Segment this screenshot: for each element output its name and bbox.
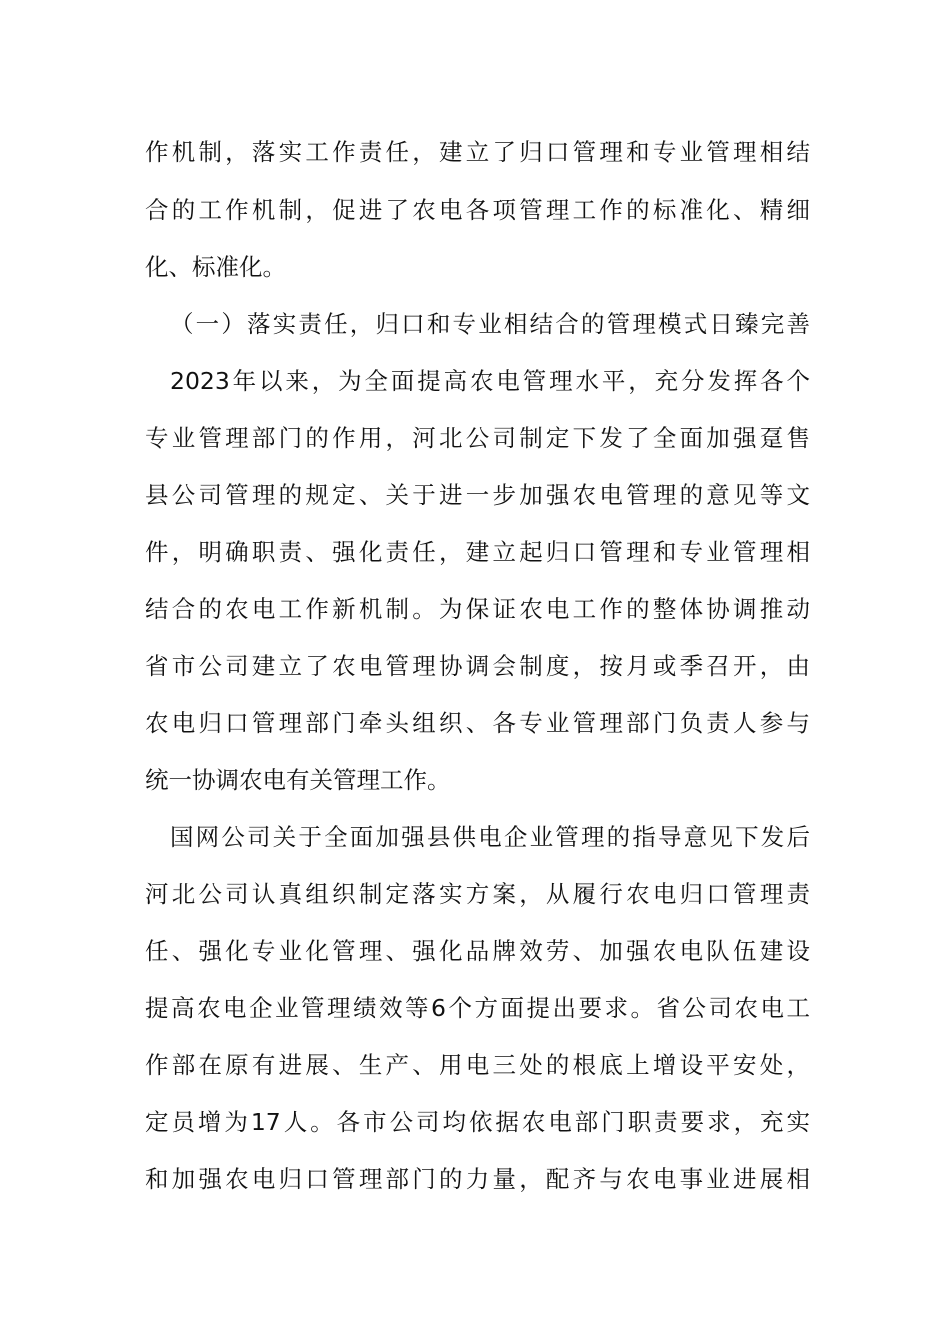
text-line: 任、强化专业化管理、强化品牌效劳、加强农电队伍建设 (145, 937, 810, 965)
text-line: 化、标准化。 (145, 253, 286, 281)
text-line: 提高农电企业管理绩效等6个方面提出要求。省公司农电工 (145, 994, 810, 1022)
text-line: 专业管理部门的作用，河北公司制定下发了全面加强趸售 (145, 424, 810, 452)
text-line: 国网公司关于全面加强县供电企业管理的指导意见下发后 (170, 823, 810, 851)
text-line: 2023年以来，为全面提高农电管理水平，充分发挥各个 (170, 367, 810, 395)
text-line: 定员增为17人。各市公司均依据农电部门职责要求，充实 (145, 1108, 810, 1136)
text-line: 统一协调农电有关管理工作。 (145, 766, 451, 794)
text-line: 结合的农电工作新机制。为保证农电工作的整体协调推动 (145, 595, 810, 623)
text-line: 作机制，落实工作责任，建立了归口管理和专业管理相结 (145, 138, 810, 166)
text-line: 县公司管理的规定、关于进一步加强农电管理的意见等文 (145, 481, 810, 509)
text-line: 农电归口管理部门牵头组织、各专业管理部门负责人参与 (145, 709, 810, 737)
text-line: 作部在原有进展、生产、用电三处的根底上增设平安处， (145, 1051, 810, 1079)
section-heading: （一）落实责任，归口和专业相结合的管理模式日臻完善 (170, 310, 810, 338)
text-line: 和加强农电归口管理部门的力量，配齐与农电事业进展相 (145, 1165, 810, 1193)
text-line: 河北公司认真组织制定落实方案，从履行农电归口管理责 (145, 880, 810, 908)
text-line: 省市公司建立了农电管理协调会制度，按月或季召开，由 (145, 652, 810, 680)
text-line: 合的工作机制，促进了农电各项管理工作的标准化、精细 (145, 196, 810, 224)
text-line: 件，明确职责、强化责任，建立起归口管理和专业管理相 (145, 538, 810, 566)
